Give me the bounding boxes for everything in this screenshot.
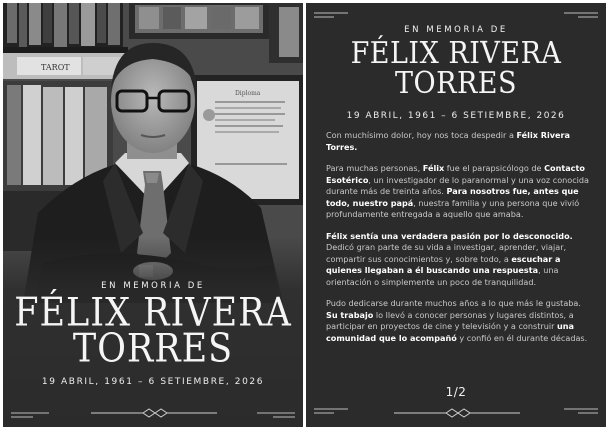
text-run: Dedicó gran parte de su vida a investigar, aprender, viajar, compartir sus conocimientos y, sobre todo, a xyxy=(326,242,567,264)
bottom-center-ornament xyxy=(394,409,520,417)
text-run: , nuestra familia y una persona que vivió profundamente entregada a aquello que amaba. xyxy=(326,197,580,219)
text-run: , una orientación o simplemente un poco de tranquilidad. xyxy=(326,265,559,287)
bold-text-run: Contacto Esotérico xyxy=(326,163,585,185)
text-run: fue el parapsicólogo de xyxy=(444,163,545,173)
bold-text-run: Su trabajo xyxy=(326,309,374,320)
obituary-text xyxy=(326,130,592,354)
right-memoria-label: EN MEMORIA DE xyxy=(404,25,508,35)
bold-text-run: Félix sentía una verdadera pasión por lo desconocido. xyxy=(326,230,573,241)
bottom-left-ornament xyxy=(314,409,348,413)
obituary-paragraph xyxy=(326,298,592,344)
right-name-line1: FÉLIX RIVERA xyxy=(350,36,562,71)
obituary-paragraph xyxy=(326,231,592,289)
left-title-block xyxy=(3,281,303,387)
top-left-ornament xyxy=(314,13,348,17)
page-indicator[interactable]: 1/2 xyxy=(445,385,467,399)
bold-text-run: Félix xyxy=(422,163,445,173)
bold-text-run: una comunidad que lo acompañó xyxy=(326,321,574,343)
right-memorial-card xyxy=(306,3,606,427)
text-run: Para muchas personas, xyxy=(326,163,423,173)
obituary-paragraph xyxy=(326,130,592,153)
right-name-line2: TORRES xyxy=(394,66,517,101)
text-run: lo llevó a conocer personas y lugares distintos, a participar en proyectos de cine y televisión y a construir xyxy=(326,309,574,331)
text-run: Con muchísimo dolor, hoy nos toca despedir a xyxy=(326,130,517,140)
bold-text-run: escuchar a quienes llegaban a él buscando una respuesta xyxy=(326,253,561,275)
left-memorial-card xyxy=(3,3,303,427)
bold-text-run: Félix Rivera Torres. xyxy=(326,130,570,152)
bold-text-run: Para nosotros fue, antes que todo, nuestro papá xyxy=(326,186,579,208)
obituary-paragraph xyxy=(326,163,592,221)
left-name-line2: TORRES xyxy=(72,326,234,372)
right-dates: 19 ABRIL, 1961 – 6 SETIEMBRE, 2026 xyxy=(346,111,566,121)
text-run: , un investigador de lo paranormal y una voz conocida durante más de treinta años. xyxy=(326,174,590,196)
bottom-right-ornament xyxy=(564,409,598,413)
right-title-block xyxy=(306,25,606,121)
left-name-line1: FÉLIX RIVERA xyxy=(14,290,292,336)
text-run: y confió en él durante décadas. xyxy=(456,332,588,343)
top-right-ornament xyxy=(564,13,598,17)
left-memoria-label: EN MEMORIA DE xyxy=(101,281,205,291)
text-run: Pudo dedicarse durante muchos años a lo que más le gustaba. xyxy=(326,298,581,308)
left-dates: 19 ABRIL, 1961 – 6 SETIEMBRE, 2026 xyxy=(41,377,265,387)
